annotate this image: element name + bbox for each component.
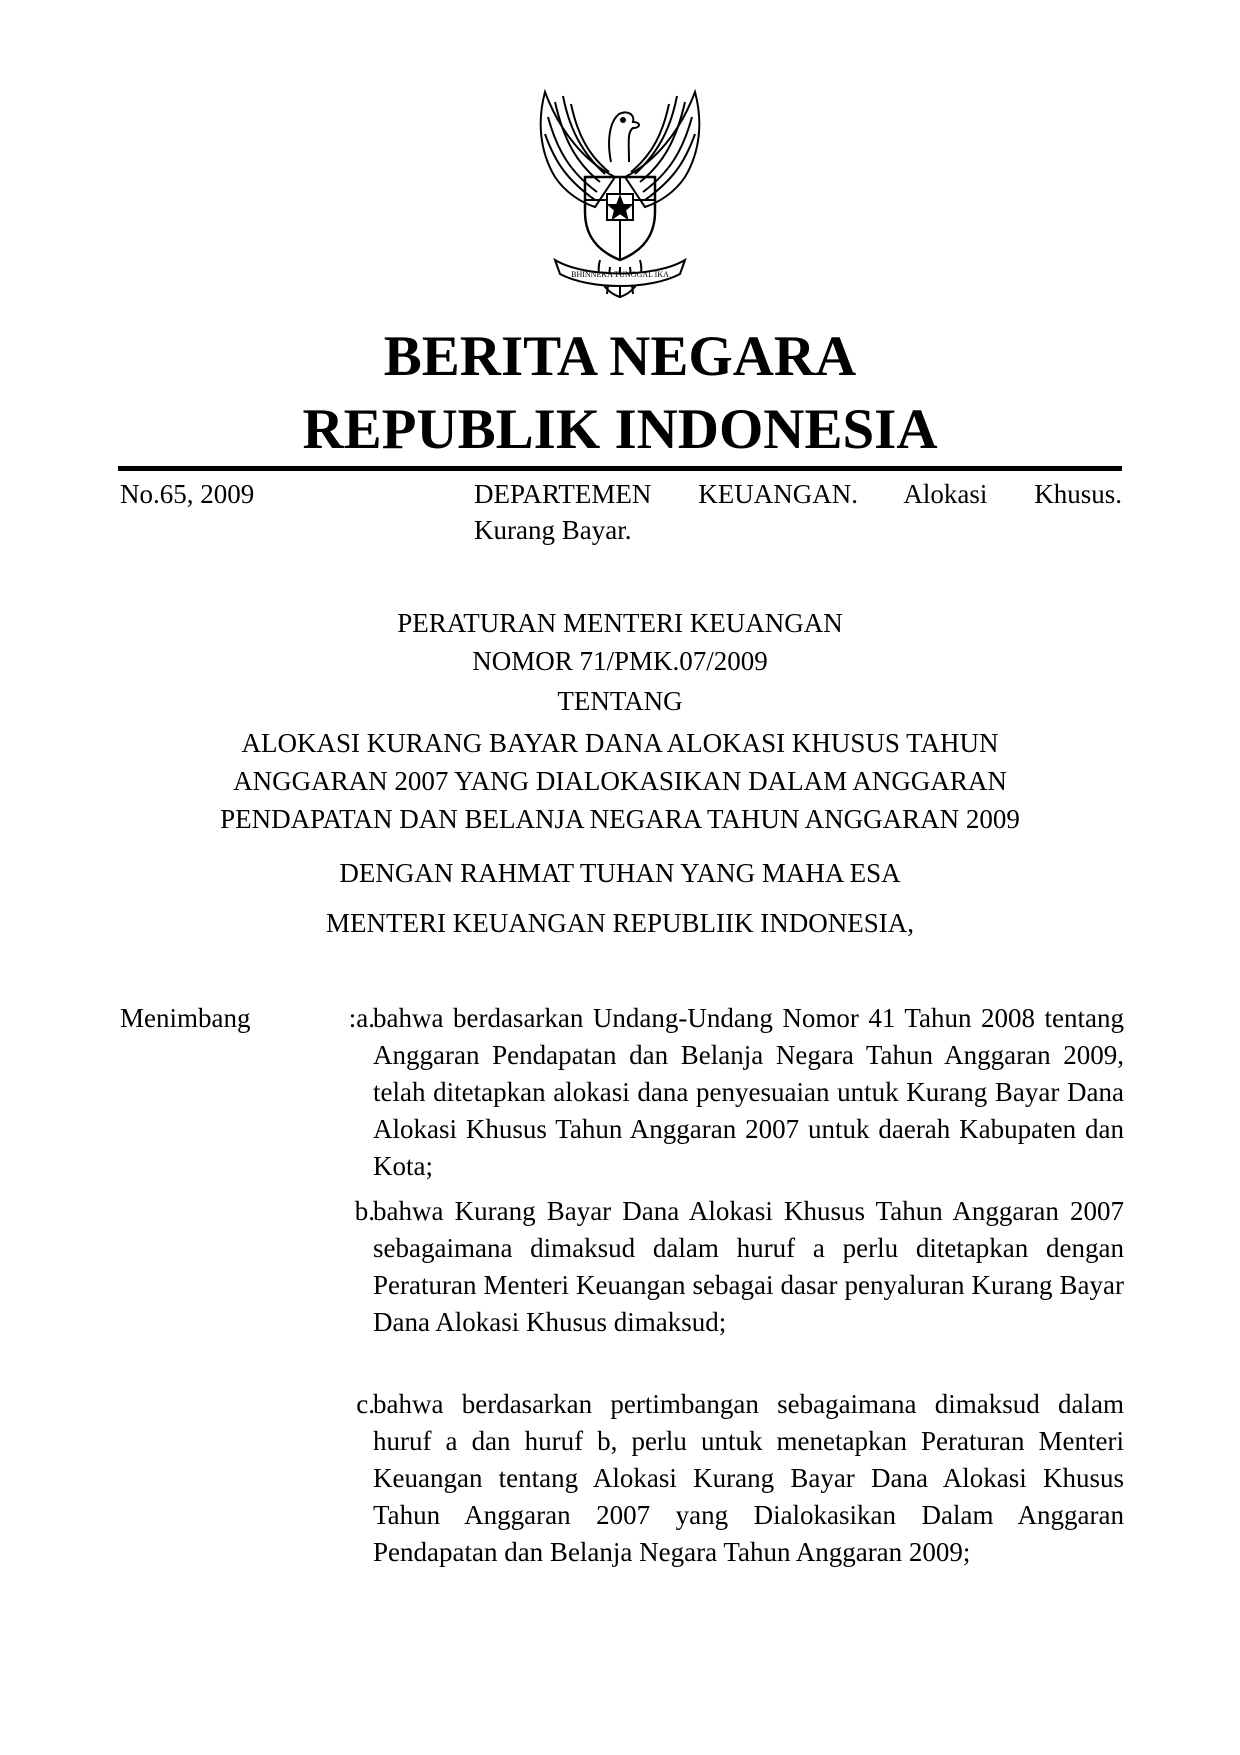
gazette-number: No.65, 2009 (120, 479, 255, 509)
regulation-about: TENTANG (557, 686, 683, 716)
gazette-subject-line1: DEPARTEMEN KEUANGAN. Alokasi Khusus. (474, 479, 1122, 509)
masthead-divider (118, 466, 1122, 471)
garuda-pancasila-emblem-icon (515, 82, 725, 302)
consideration-marker: b. (354, 1196, 375, 1226)
considerations-label: Menimbang (120, 1003, 251, 1033)
masthead-title-line1: BERITA NEGARA (383, 325, 857, 388)
svg-text:BHINNEKA TUNGGAL IKA: BHINNEKA TUNGGAL IKA (571, 270, 669, 279)
regulation-title: PERATURAN MENTERI KEUANGAN (397, 608, 843, 638)
authority: MENTERI KEUANGAN REPUBLIIK INDONESIA, (326, 908, 914, 938)
consideration-text: bahwa berdasarkan pertimbangan sebagaimana dimaksud dalam huruf a dan huruf b, perlu untuk menetapkan Peraturan Menteri Keuangan tentang Alokasi Kurang Bayar Dana Alokasi Khusus Tahun Anggaran 2007 yang Dialokasikan Dalam Anggaran Pendapatan dan Belanja Negara Tahun Anggaran 2009; (373, 1389, 1124, 1567)
masthead-title-line2: REPUBLIK INDONESIA (302, 398, 938, 461)
regulation-subject-line: PENDAPATAN DAN BELANJA NEGARA TAHUN ANGGARAN 2009 (220, 804, 1020, 834)
consideration-text: bahwa berdasarkan Undang-Undang Nomor 41 Tahun 2008 tentang Anggaran Pendapatan dan Belanja Negara Tahun Anggaran 2009, telah ditetapkan alokasi dana penyesuaian untuk Kurang Bayar Dana Alokasi Khusus Tahun Anggaran 2007 untuk daerah Kabupaten dan Kota; (373, 1003, 1124, 1181)
gazette-subject-line2: Kurang Bayar. (474, 515, 632, 545)
consideration-marker: c. (356, 1389, 375, 1419)
consideration-text: bahwa Kurang Bayar Dana Alokasi Khusus Tahun Anggaran 2007 sebagaimana dimaksud dalam huruf a perlu ditetapkan dengan Peraturan Menteri Keuangan sebagai dasar penyaluran Kurang Bayar Dana Alokasi Khusus dimaksud; (373, 1196, 1124, 1337)
regulation-subject-line: ALOKASI KURANG BAYAR DANA ALOKASI KHUSUS TAHUN (241, 728, 999, 758)
regulation-subject-line: ANGGARAN 2007 YANG DIALOKASIKAN DALAM ANGGARAN (233, 766, 1007, 796)
invocation: DENGAN RAHMAT TUHAN YANG MAHA ESA (339, 858, 901, 888)
consideration-marker: :a. (348, 1003, 375, 1033)
regulation-number: NOMOR 71/PMK.07/2009 (472, 646, 768, 676)
